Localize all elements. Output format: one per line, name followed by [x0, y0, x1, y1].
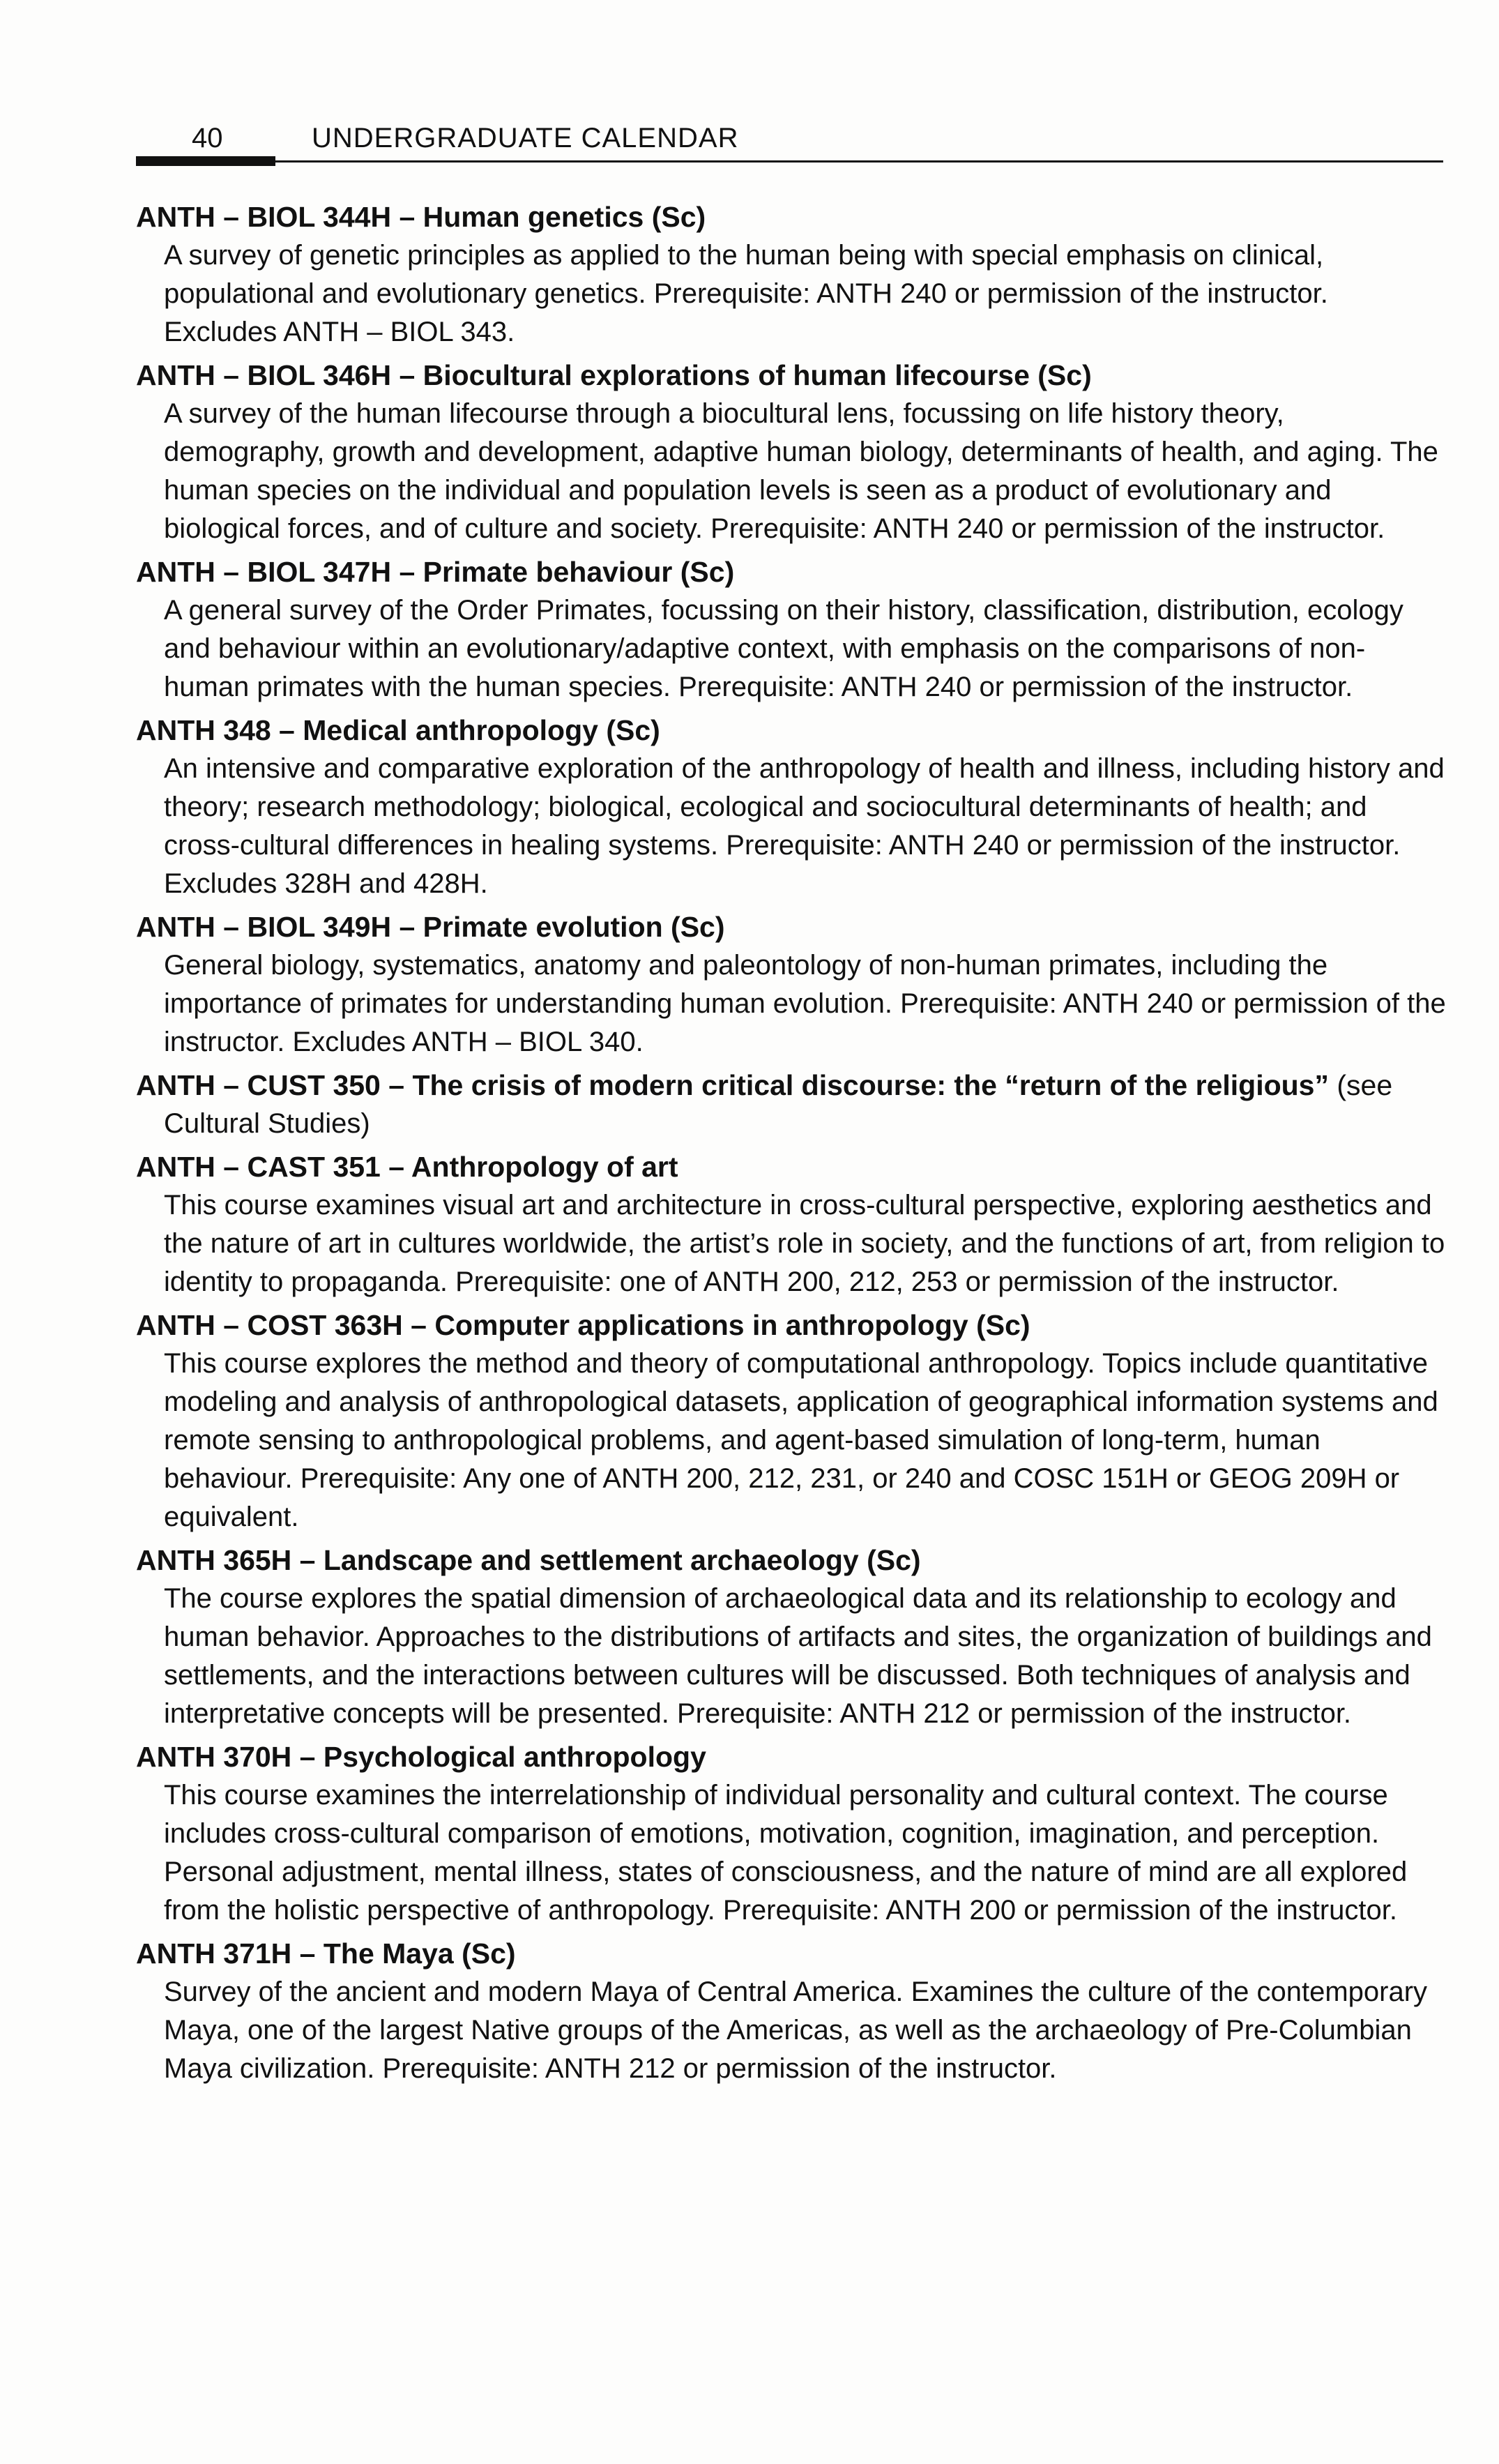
course-description: This course explores the method and theory of computational anthropology. Topics include quantitative modeling and analysis of anthropological datasets, application of geographical information systems and remote sensing to anthropological problems, and agent-based simulation of long-term, human behaviour. Prerequisite: Any one of ANTH 200, 212, 231, or 240 and COSC 151H or GEOG 209H or equivalent. — [164, 1348, 1438, 1532]
course-description: An intensive and comparative exploration of the anthropology of health and illness, including history and theory; research methodology; biological, ecological and sociocultural determinants of health; and cross-cultural differences in healing systems. Prerequisite: ANTH 240 or permission of the instructor. Excludes 328H and 428H. — [164, 753, 1445, 899]
course-entry — [136, 197, 1447, 352]
course-title: ANTH 370H – Psychological anthropology — [136, 1741, 706, 1773]
course-entry — [136, 1147, 1447, 1301]
course-title: ANTH 348 – Medical anthropology (Sc) — [136, 714, 660, 746]
course-description: A survey of genetic principles as applied to the human being with special emphasis on clinical, populational and evolutionary genetics. Prerequisite: ANTH 240 or permission of the instructor. Excludes ANTH – BIOL 343. — [164, 240, 1328, 347]
running-title: UNDERGRADUATE CALENDAR — [312, 123, 739, 153]
header-rule-accent — [136, 156, 275, 166]
course-title: ANTH 365H – Landscape and settlement archaeology (Sc) — [136, 1544, 921, 1576]
course-description: A survey of the human lifecourse through a biocultural lens, focussing on life history theory, demography, growth and development, adaptive human biology, determinants of health, and aging. The human species on the individual and population levels is seen as a product of evolutionary and biological forces, and of culture and society. Prerequisite: ANTH 240 or permission of the instructor. — [164, 398, 1438, 544]
course-entry — [136, 1306, 1447, 1536]
course-title: ANTH – BIOL 349H – Primate evolution (Sc) — [136, 911, 725, 943]
course-entry — [136, 552, 1447, 706]
header-rule — [136, 160, 1443, 162]
course-description: This course examines the interrelationship of individual personality and cultural context. The course includes cross-cultural comparison of emotions, motivation, cognition, imagination, and perception. Personal adjustment, mental illness, states of consciousness, and the nature of mind are all explored from the holistic perspective of anthropology. Prerequisite: ANTH 200 or permission of the instructor. — [164, 1780, 1408, 1926]
course-entry — [136, 1737, 1447, 1930]
course-entry — [136, 356, 1447, 548]
course-description: The course explores the spatial dimension of archaeological data and its relationship to ecology and human behavior. Approaches to the distributions of artifacts and sites, the organization of buildings and settlements, and the interactions between cultures will be discussed. Both techniques of analysis and interpretative concepts will be presented. Prerequisite: ANTH 212 or permission of the instructor. — [164, 1583, 1432, 1729]
course-description: General biology, systematics, anatomy and paleontology of non-human primates, including the importance of primates for understanding human evolution. Prerequisite: ANTH 240 or permission of the instructor. Excludes ANTH – BIOL 340. — [164, 950, 1446, 1057]
course-title: ANTH 371H – The Maya (Sc) — [136, 1937, 516, 1970]
course-description: Cultural Studies) — [164, 1108, 370, 1139]
course-title: ANTH – CAST 351 – Anthropology of art — [136, 1151, 678, 1183]
course-entry — [136, 711, 1447, 903]
course-list — [136, 197, 1447, 2092]
course-entry — [136, 1934, 1447, 2088]
course-entry — [136, 1541, 1447, 1733]
page-header — [136, 117, 1443, 167]
course-entry — [136, 907, 1447, 1061]
course-title: ANTH – BIOL 346H – Biocultural explorations of human lifecourse (Sc) — [136, 359, 1092, 391]
page-number: 40 — [192, 123, 223, 153]
course-title: ANTH – BIOL 347H – Primate behaviour (Sc) — [136, 556, 735, 588]
course-title: ANTH – BIOL 344H – Human genetics (Sc) — [136, 201, 706, 233]
course-description: This course examines visual art and architecture in cross-cultural perspective, exploring aesthetics and the nature of art in cultures worldwide, the artist’s role in society, and the functions of art, from religion to identity to propaganda. Prerequisite: one of ANTH 200, 212, 253 or permission of the instructor. — [164, 1190, 1445, 1297]
course-entry — [136, 1066, 1447, 1143]
course-title: ANTH – CUST 350 – The crisis of modern critical discourse: the “return of the religious” (see — [136, 1069, 1393, 1101]
course-description: Survey of the ancient and modern Maya of Central America. Examines the culture of the contemporary Maya, one of the largest Native groups of the Americas, as well as the archaeology of Pre-Columbian Maya civilization. Prerequisite: ANTH 212 or permission of the instructor. — [164, 1977, 1428, 2084]
course-title: ANTH – COST 363H – Computer applications in anthropology (Sc) — [136, 1309, 1030, 1341]
course-description: A general survey of the Order Primates, focussing on their history, classification, distribution, ecology and behaviour within an evolutionary/adaptive context, with emphasis on the comparisons of non-human primates with the human species. Prerequisite: ANTH 240 or permission of the instructor. — [164, 595, 1403, 702]
